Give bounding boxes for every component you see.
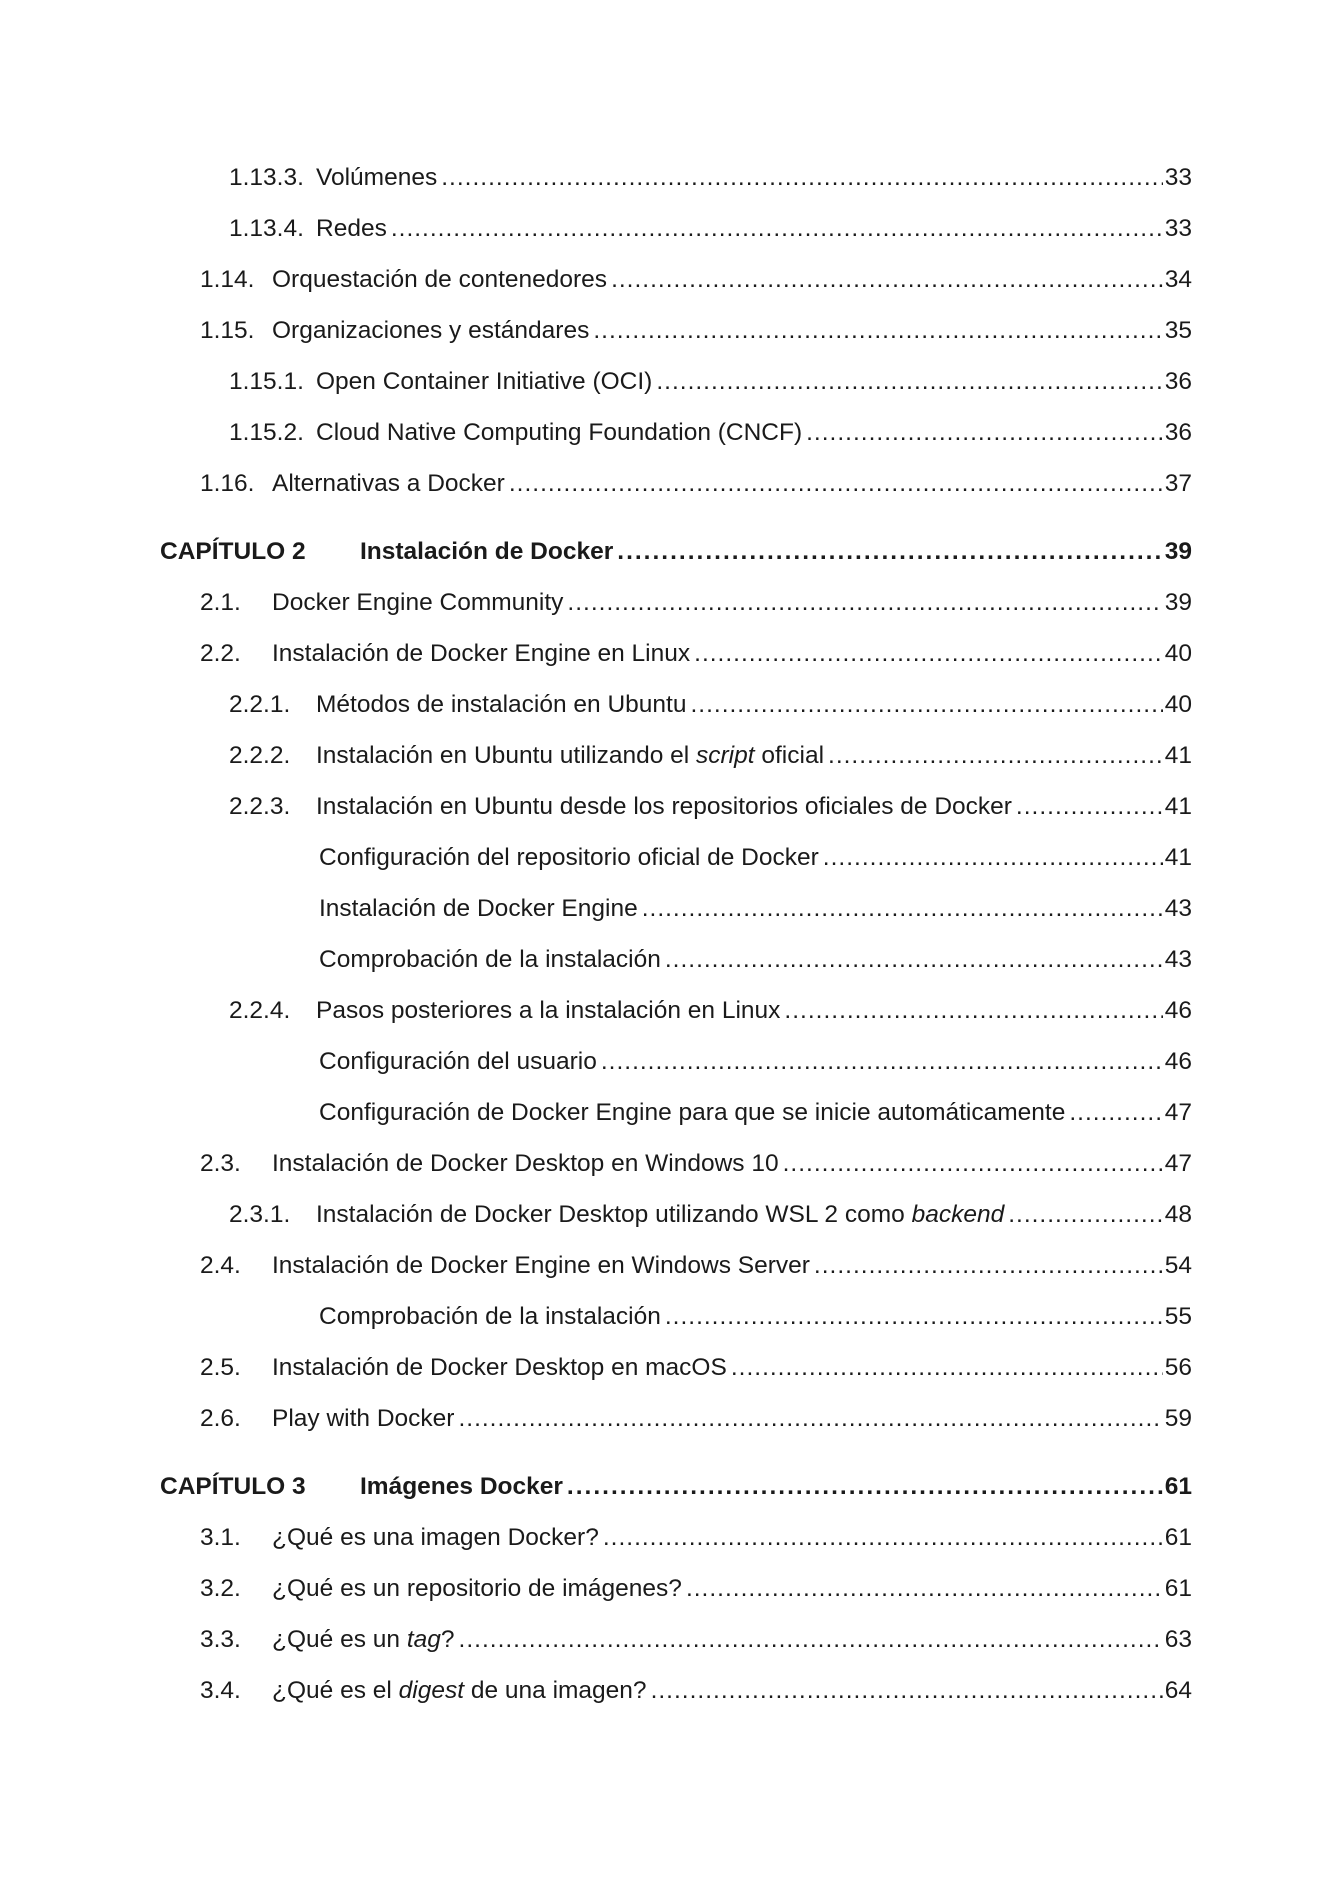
dot-leader [651, 1671, 1163, 1711]
toc-entry[interactable] [0, 209, 1342, 249]
toc-entry-page: 61 [1164, 1575, 1192, 1602]
dot-leader [567, 583, 1162, 623]
toc-entry-title: Configuración de Docker Engine para que se inicie automáticamente [319, 1099, 1066, 1126]
toc-entry[interactable] [0, 685, 1342, 725]
toc-entry[interactable] [0, 736, 1342, 776]
toc-entry-title: Instalación de Docker Desktop en Windows 10 [272, 1150, 779, 1177]
dot-leader [1016, 787, 1163, 827]
toc-entry-number: 1.15.2. [229, 419, 304, 446]
toc-entry-page: 37 [1164, 470, 1192, 497]
toc-entry-page: 61 [1164, 1524, 1192, 1551]
toc-entry-title: Pasos posteriores a la instalación en Linux [316, 997, 781, 1024]
dot-leader [567, 1467, 1163, 1507]
toc-entry[interactable] [0, 889, 1342, 929]
toc-entry-page: 36 [1164, 419, 1192, 446]
dot-leader [642, 889, 1163, 929]
toc-entry-title: ¿Qué es un tag? [272, 1626, 455, 1653]
toc-entry[interactable] [0, 1042, 1342, 1082]
dot-leader [509, 464, 1163, 504]
toc-entry-number: 1.15.1. [229, 368, 304, 395]
toc-entry-title: Play with Docker [272, 1405, 455, 1432]
toc-entry[interactable] [0, 838, 1342, 878]
toc-entry-number: 2.2. [200, 640, 241, 667]
toc-entry-page: 33 [1164, 215, 1192, 242]
dot-leader [814, 1246, 1163, 1286]
dot-leader [611, 260, 1163, 300]
dot-leader [823, 838, 1163, 878]
dot-leader [656, 362, 1162, 402]
dot-leader [617, 532, 1162, 572]
toc-entry[interactable] [0, 1348, 1342, 1388]
dot-leader [601, 1042, 1163, 1082]
toc-entry[interactable] [0, 260, 1342, 300]
toc-entry[interactable] [0, 787, 1342, 827]
toc-entry[interactable] [0, 1620, 1342, 1660]
dot-leader [391, 209, 1163, 249]
toc-entry-number: 2.2.4. [229, 997, 291, 1024]
toc-entry[interactable] [0, 158, 1342, 198]
toc-entry-page: 43 [1164, 895, 1192, 922]
dot-leader [783, 1144, 1163, 1184]
toc-entry-title: Orquestación de contenedores [272, 266, 608, 293]
toc-chapter-number: CAPÍTULO 3 [160, 1473, 306, 1500]
dot-leader [828, 736, 1163, 776]
toc-entry-number: 3.4. [200, 1677, 241, 1704]
toc-entry-number: 2.2.2. [229, 742, 291, 769]
toc-entry-number: 2.3.1. [229, 1201, 291, 1228]
dot-leader [441, 158, 1163, 198]
dot-leader [1008, 1195, 1163, 1235]
toc-entry-page: 43 [1164, 946, 1192, 973]
toc-entry-title: Instalación de Docker Engine en Windows Server [272, 1252, 810, 1279]
toc-entry-page: 35 [1164, 317, 1192, 344]
toc-entry-page: 41 [1164, 844, 1192, 871]
toc-entry[interactable] [0, 1297, 1342, 1337]
toc-entry-title: Configuración del usuario [319, 1048, 597, 1075]
toc-entry-title: Docker Engine Community [272, 589, 564, 616]
toc-entry-page: 47 [1164, 1099, 1192, 1126]
toc-entry-page: 46 [1164, 1048, 1192, 1075]
toc-entry-title: ¿Qué es un repositorio de imágenes? [272, 1575, 682, 1602]
dot-leader [694, 634, 1163, 674]
toc-entry-title: Métodos de instalación en Ubuntu [316, 691, 687, 718]
toc-entry-title: Instalación de Docker Engine [319, 895, 638, 922]
toc-entry[interactable] [0, 991, 1342, 1031]
toc-entry-page: 64 [1164, 1677, 1192, 1704]
toc-entry-number: 2.2.1. [229, 691, 291, 718]
toc-entry-number: 2.1. [200, 589, 241, 616]
toc-entry-page: 33 [1164, 164, 1192, 191]
toc-entry[interactable] [0, 362, 1342, 402]
toc-entry[interactable] [0, 1144, 1342, 1184]
dot-leader [458, 1399, 1162, 1439]
dot-leader [603, 1518, 1163, 1558]
toc-entry[interactable] [0, 940, 1342, 980]
toc-entry-title: Instalación de Docker Desktop en macOS [272, 1354, 727, 1381]
toc-entry[interactable] [0, 1569, 1342, 1609]
toc-entry-title: Organizaciones y estándares [272, 317, 590, 344]
toc-entry[interactable] [0, 634, 1342, 674]
toc-entry-title: Redes [316, 215, 387, 242]
toc-chapter-title: Instalación de Docker [360, 538, 614, 565]
toc-entry-page: 41 [1164, 793, 1192, 820]
toc-entry-number: 2.2.3. [229, 793, 291, 820]
toc-entry[interactable] [0, 1195, 1342, 1235]
toc-entry-title: Instalación en Ubuntu utilizando el script oficial [316, 742, 825, 769]
toc-entry-page: 34 [1164, 266, 1192, 293]
toc-entry-page: 36 [1164, 368, 1192, 395]
dot-leader [686, 1569, 1163, 1609]
toc-entry-page: 39 [1164, 589, 1192, 616]
toc-entry[interactable] [0, 311, 1342, 351]
toc-entry-page: 40 [1164, 691, 1192, 718]
toc-entry-title: Comprobación de la instalación [319, 1303, 661, 1330]
toc-entry-title: ¿Qué es una imagen Docker? [272, 1524, 599, 1551]
toc-chapter-entry[interactable] [0, 532, 1342, 572]
toc-entry-number: 2.4. [200, 1252, 241, 1279]
dot-leader [593, 311, 1162, 351]
toc-entry-title: Configuración del repositorio oficial de Docker [319, 844, 819, 871]
toc-entry-number: 1.13.3. [229, 164, 304, 191]
dot-leader [665, 940, 1163, 980]
toc-entry-title: Instalación en Ubuntu desde los repositorios oficiales de Docker [316, 793, 1012, 820]
toc-entry-page: 63 [1164, 1626, 1192, 1653]
toc-entry[interactable] [0, 1399, 1342, 1439]
toc-entry-page: 61 [1164, 1473, 1192, 1500]
toc-entry-number: 2.3. [200, 1150, 241, 1177]
toc-entry-number: 1.13.4. [229, 215, 304, 242]
toc-entry-title: Cloud Native Computing Foundation (CNCF) [316, 419, 803, 446]
toc-entry[interactable] [0, 1093, 1342, 1133]
toc-entry-page: 47 [1164, 1150, 1192, 1177]
toc-entry-page: 59 [1164, 1405, 1192, 1432]
dot-leader [784, 991, 1162, 1031]
toc-entry-title: Volúmenes [316, 164, 438, 191]
toc-entry-title: Comprobación de la instalación [319, 946, 661, 973]
toc-entry[interactable] [0, 1671, 1342, 1711]
toc-entry-title: ¿Qué es el digest de una imagen? [272, 1677, 647, 1704]
toc-entry-page: 56 [1164, 1354, 1192, 1381]
toc-entry-page: 46 [1164, 997, 1192, 1024]
toc-entry-title: Instalación de Docker Engine en Linux [272, 640, 691, 667]
toc-entry[interactable] [0, 464, 1342, 504]
toc-entry[interactable] [0, 413, 1342, 453]
toc-entry-page: 54 [1164, 1252, 1192, 1279]
toc-entry-number: 3.1. [200, 1524, 241, 1551]
toc-entry-page: 48 [1164, 1201, 1192, 1228]
toc-entry-page: 40 [1164, 640, 1192, 667]
toc-entry-title: Instalación de Docker Desktop utilizando WSL 2 como backend [316, 1201, 1005, 1228]
dot-leader [731, 1348, 1163, 1388]
toc-entry-page: 41 [1164, 742, 1192, 769]
dot-leader [1069, 1093, 1162, 1133]
toc-entry[interactable] [0, 1246, 1342, 1286]
toc-entry[interactable] [0, 1518, 1342, 1558]
toc-entry-number: 3.3. [200, 1626, 241, 1653]
dot-leader [665, 1297, 1163, 1337]
toc-chapter-entry[interactable] [0, 1467, 1342, 1507]
toc-entry-number: 1.15. [200, 317, 255, 344]
toc-entry-number: 2.5. [200, 1354, 241, 1381]
dot-leader [459, 1620, 1163, 1660]
toc-entry-number: 2.6. [200, 1405, 241, 1432]
toc-entry-number: 3.2. [200, 1575, 241, 1602]
toc-entry-number: 1.14. [200, 266, 255, 293]
toc-entry-page: 39 [1164, 538, 1192, 565]
dot-leader [690, 685, 1162, 725]
toc-entry-number: 1.16. [200, 470, 255, 497]
toc-chapter-title: Imágenes Docker [360, 1473, 563, 1500]
toc-entry[interactable] [0, 583, 1342, 623]
toc-entry-page: 55 [1164, 1303, 1192, 1330]
dot-leader [806, 413, 1163, 453]
toc-chapter-number: CAPÍTULO 2 [160, 538, 306, 565]
toc-entry-title: Open Container Initiative (OCI) [316, 368, 653, 395]
toc-entry-title: Alternativas a Docker [272, 470, 505, 497]
